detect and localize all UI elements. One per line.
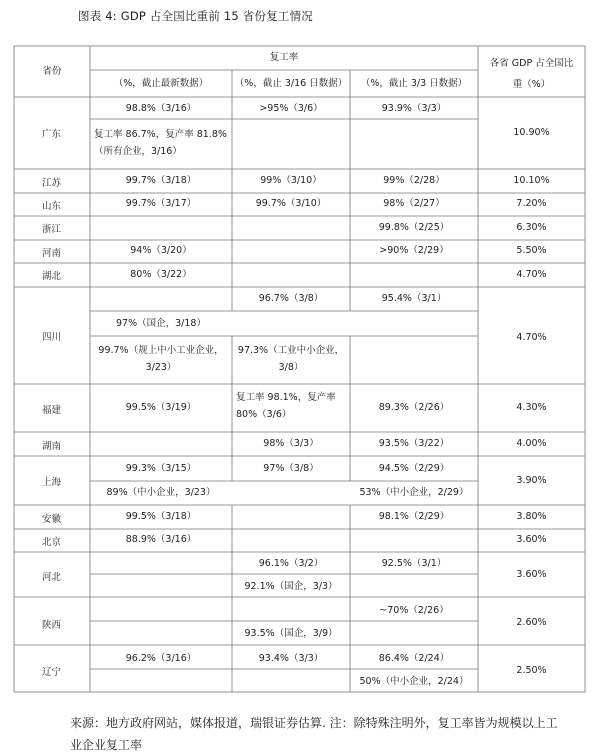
province-label: 辽宁 xyxy=(42,667,62,678)
table-cell: 93.4%（3/3） xyxy=(258,653,324,664)
header-rate: 复工率 xyxy=(269,52,299,63)
province-label: 四川 xyxy=(42,332,62,343)
gdp-share: 4.70% xyxy=(516,332,547,343)
table-cell: 96.7%（3/8） xyxy=(258,293,324,304)
table-cell: 89%（中小企业，3/23） xyxy=(106,487,216,498)
table-cell: 98%（2/27） xyxy=(383,198,445,209)
table-cell: 93.5%（国企，3/9） xyxy=(244,628,338,639)
figure-title: 图表 4: GDP 占全国比重前 15 省份复工情况 xyxy=(78,9,314,23)
gdp-share: 4.00% xyxy=(516,438,547,449)
table-cell: >95%（3/6） xyxy=(259,103,323,114)
gdp-share: 2.60% xyxy=(516,617,547,628)
header-province: 省份 xyxy=(42,66,62,77)
table-cell: 99%（2/28） xyxy=(383,175,445,186)
table-cell: 99.3%（3/15） xyxy=(125,463,197,474)
table-cell: 50%（中小企业，2/24） xyxy=(359,676,469,687)
table-cell: 99.7%（规上中小工业企业，3/23） xyxy=(98,345,224,373)
table-cell: 98.1%（2/29） xyxy=(378,511,450,522)
header-sub-latest: （%，截止最新数据） xyxy=(113,78,209,89)
table-cell: 99.7%（3/18） xyxy=(125,175,197,186)
table-cell: 复工率 86.7%，复产率 81.8%（所有企业，3/16） xyxy=(94,129,227,157)
table-cell: 97.3%（工业中小企业，3/8） xyxy=(237,345,345,373)
gdp-share: 10.90% xyxy=(513,127,550,138)
province-label: 福建 xyxy=(42,405,62,416)
table-cell: 98%（3/3） xyxy=(263,438,319,449)
header-sub-0303: （%，截止 3/3 日数据） xyxy=(360,78,468,89)
table-cell: 53%（中小企业，2/29） xyxy=(359,487,469,498)
table-cell: 97%（国企，3/18） xyxy=(116,318,206,329)
table-cell: 97%（3/8） xyxy=(263,463,319,474)
gdp-share: 3.80% xyxy=(516,511,547,522)
province-label: 北京 xyxy=(42,537,62,548)
gdp-share: 3.90% xyxy=(516,475,547,486)
table-cell: 99.8%（2/25） xyxy=(378,222,450,233)
table-cell: 95.4%（3/1） xyxy=(381,293,447,304)
table-cell: 80%（3/22） xyxy=(130,269,192,280)
province-label: 安徽 xyxy=(42,514,62,525)
header-gdp-line2: 重（%） xyxy=(512,79,551,90)
gdp-share: 10.10% xyxy=(513,175,550,186)
table-cell: 99.5%（3/19） xyxy=(125,402,197,413)
table-cell: 99.5%（3/18） xyxy=(125,511,197,522)
table-cell: 92.1%（国企，3/3） xyxy=(244,581,338,592)
table-cell: 96.1%（3/2） xyxy=(258,558,324,569)
gdp-share: 3.60% xyxy=(516,534,547,545)
province-label: 湖北 xyxy=(42,271,62,282)
table-cell: 96.2%（3/16） xyxy=(125,653,197,664)
source-note: 来源：地方政府网站，媒体报道，瑞银证券估算. 注：除特殊注明外，复工率皆为规模以上工业企业复工率 xyxy=(70,716,558,752)
table-cell: 88.9%（3/16） xyxy=(125,534,197,545)
province-label: 浙江 xyxy=(42,224,62,235)
province-label: 湖南 xyxy=(42,441,62,452)
table-cell: 99.7%（3/10） xyxy=(255,198,327,209)
gdp-share: 4.70% xyxy=(516,269,547,280)
gdp-share: 7.20% xyxy=(516,198,547,209)
gdp-share: 4.30% xyxy=(516,402,547,413)
table-cell: ~70%（2/26） xyxy=(379,605,449,616)
table-cell: 94%（3/20） xyxy=(130,245,192,256)
table-cell: 94.5%（2/29） xyxy=(378,463,450,474)
gdp-share: 2.50% xyxy=(516,665,547,676)
table-cell: 99.7%（3/17） xyxy=(125,198,197,209)
table-cell: >90%（2/29） xyxy=(379,245,449,256)
province-label: 河南 xyxy=(42,248,62,259)
province-label: 广东 xyxy=(42,129,62,140)
table-cell: 98.8%（3/16） xyxy=(125,103,197,114)
table-cell: 复工率 98.1%，复产率 80%（3/6） xyxy=(236,392,336,420)
table-cell: 92.5%（3/1） xyxy=(381,558,447,569)
gdp-share: 3.60% xyxy=(516,569,547,580)
province-label: 上海 xyxy=(42,477,62,488)
province-label: 山东 xyxy=(42,201,62,212)
header-sub-0316: （%，截止 3/16 日数据） xyxy=(234,78,348,89)
province-label: 江苏 xyxy=(42,178,62,189)
province-label: 陕西 xyxy=(42,620,62,631)
table-cell: 89.3%（2/26） xyxy=(378,402,450,413)
table-cell: 99%（3/10） xyxy=(260,175,322,186)
table-cell: 93.5%（3/22） xyxy=(378,438,450,449)
province-label: 河北 xyxy=(42,572,62,583)
gdp-share: 6.30% xyxy=(516,222,547,233)
table-cell: 93.9%（3/3） xyxy=(381,103,447,114)
table-cell: 86.4%（2/24） xyxy=(378,653,450,664)
header-gdp-line1: 各省 GDP 占全国比 xyxy=(489,58,574,69)
gdp-share: 5.50% xyxy=(516,245,547,256)
